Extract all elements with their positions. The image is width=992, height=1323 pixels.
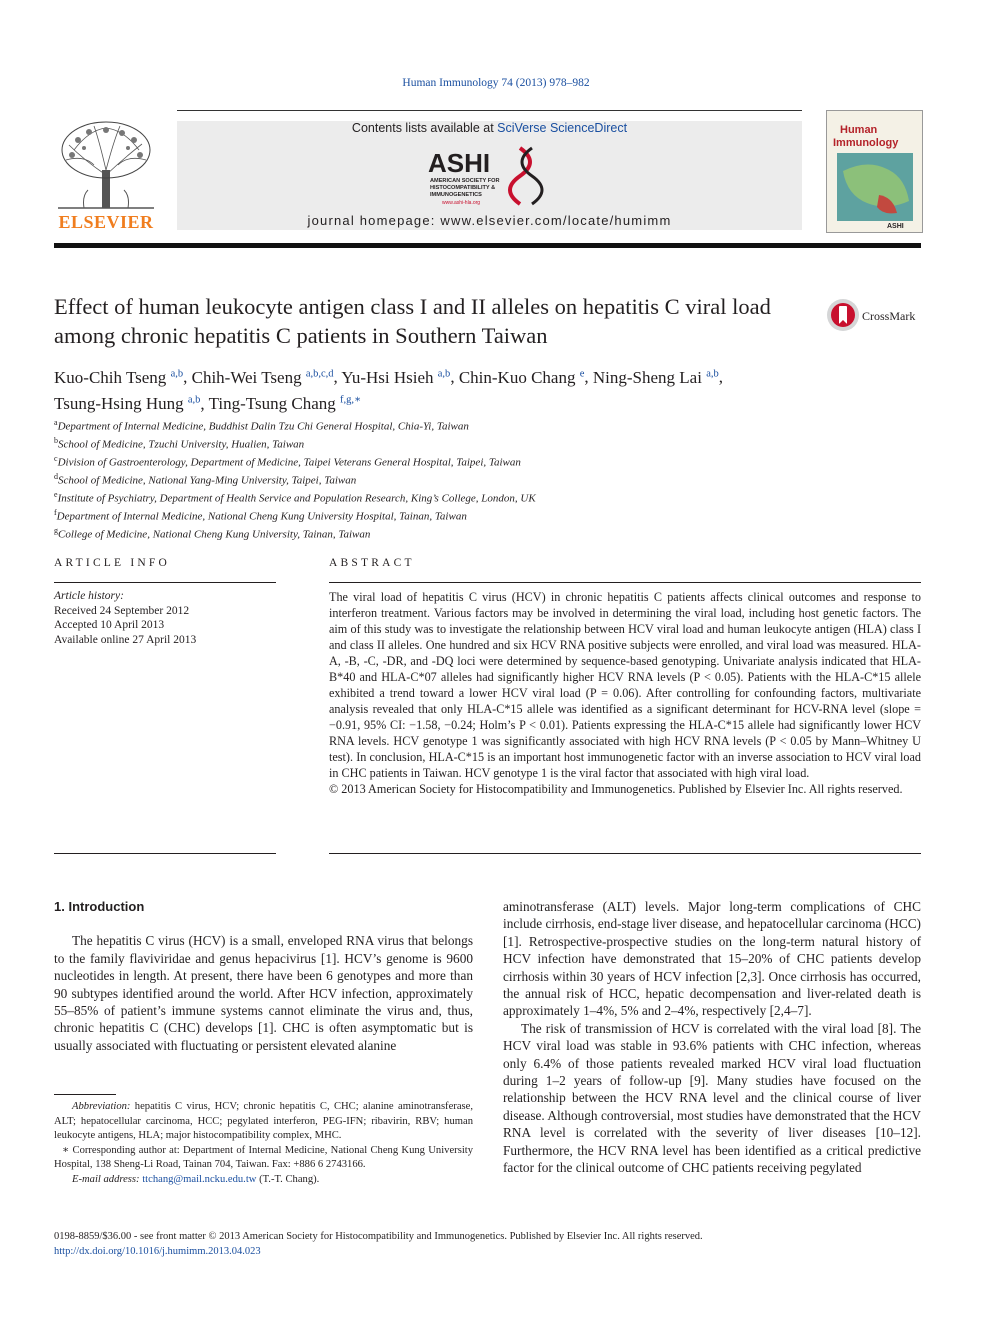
affiliation: $^b$School of Medicine, Tzuchi University, Hualien, Taiwan [54,436,305,451]
footnote-rule [54,1094,116,1095]
contents-prefix: Contents lists available at [351,121,498,135]
article-info-heading: ARTICLE INFO [54,557,170,569]
affiliations [54,416,921,542]
article-info-bottom-rule [54,853,276,854]
ashi-logo [420,142,560,210]
footnotes [54,1100,473,1187]
affiliation: $^f$Department of Internal Medicine, National Cheng Kung University Hospital, Tainan, Taiwan [54,508,467,523]
author[interactable]: Tsung-Hsing Hung $^{a,b}$ [54,394,201,414]
header-top-rule [177,110,802,111]
abstract-copyright: © 2013 American Society for Histocompatibility and Immunogenetics. Published by Elsevier Inc. All rights reserved. [329,782,903,796]
ashi-wordmark: ASHI [428,148,491,178]
article-history [54,589,276,647]
abbreviations-footnote: Abbreviation: hepatitis C virus, HCV; chronic hepatitis C, CHC; alanine aminotransferase, ALT; hepatocellular carcinoma, HCC; pegylated interferon, PEG-IFN; ribavirin, RBV; human leukocyte antigens, HLA; major histocompatibility complex, MHC. [54,1101,473,1141]
abstract-text: The viral load of hepatitis C virus (HCV) in chronic hepatitis C patients affects clinical outcomes and response to interferon treatment. Various factors may be involved in determining the viral load, including host genetic factors. The aim of this study was to investigate the relationship between HCV viral load and human leukocyte antigen (HLA) class I and class II alleles. One hundred and six HCV RNA positive subjects were enrolled, and viral load was measured. HLA-A, -B, -C, -DR, and -DQ loci were determined by sequence-based genotyping. Univariate analysis indicated that HLA-B*40 and HLA-C*07 alleles had significantly higher HCV RNA levels (P < 0.05). Patients with the HLA-C*15 allele exhibited a trend toward a lower HCV viral load (P = 0.06). After controlling for confounding factors, multivariate analysis revealed that only HLA-C*15 allele was identified as a significant determinant for HCV-RNA level (slope = −0.91, 95% CI: −1.58, −0.24; Holm’s P < 0.01). Patients expressing the HLA-C*15 allele had significantly lower HCV RNA levels. HCV genotype 1 was significantly associated with high HCV RNA levels (P < 0.05 by Mann–Whitney U test). In conclusion, HLA-C*15 is an important host immunogenetic factor with an inverse association to HCV viral load in CHC patients in Taiwan. HCV genotype 1 is the viral factor that associated with high viral load. [329,590,921,780]
cover-title-line-1: Human [840,124,878,136]
article-info-rule [54,582,276,583]
crossmark-badge[interactable] [826,297,922,335]
online-date: Available online 27 April 2013 [54,633,197,646]
author[interactable]: Kuo-Chih Tseng $^{a,b}$ [54,367,184,387]
cover-title-line-2: Immunology [833,137,899,149]
body-left-column [54,898,473,1054]
journal-cover-thumbnail[interactable] [826,110,923,233]
email-footnote: E-mail address: ttchang@mail.ncku.edu.tw (T.-T. Chang). [72,1173,320,1185]
article-title: Effect of human leukocyte antigen class I and II alleles on hepatitis C viral load among chronic hepatitis C patients in Southern Taiwan [54,294,771,348]
ashi-url: www.ashi-hla.org [442,200,481,206]
page-footer [54,1230,921,1259]
author[interactable]: Ting-Tsung Chang $^{f,g,∗}$ [208,394,362,414]
journal-citation[interactable]: Human Immunology 74 (2013) 978–982 [402,77,590,89]
author[interactable]: Yu-Hsi Hsieh $^{a,b}$ [341,367,451,387]
author[interactable]: Chih-Wei Tseng $^{a,b,c,d}$ [191,367,334,387]
section-heading-introduction: 1. Introduction [54,899,145,914]
elsevier-wordmark: ELSEVIER [58,212,154,232]
affiliation: $^g$College of Medicine, National Cheng Kung University, Tainan, Taiwan [54,526,371,542]
intro-paragraph-1-continued: aminotransferase (ALT) levels. Major long-term complications of CHC include cirrhosis, end-stage liver disease, and hepatocellular carcinoma (HCC) [1]. Retrospective-prospective studies on the long-term natural history of HCV infection have demonstrated that 15–20% of CHC patients develop cirrhosis within 30 years of HCV infection [2,3]. Once cirrhosis has occurred, the annual risk of HCC, hepatic decompensation and liver-related death is approximately 1–4%, 5% and 2–4%, respectively [2,4–7]. [503,899,921,1019]
affiliation: $^a$Department of Internal Medicine, Buddhist Dalin Tzu Chi General Hospital, Chia-Yi, Taiwan [54,418,469,433]
doi-link[interactable]: http://dx.doi.org/10.1016/j.humimm.2013.04.023 [54,1245,261,1257]
abstract-rule [329,582,921,583]
author[interactable]: Chin-Kuo Chang $^e$ [458,367,585,387]
sciencedirect-link[interactable]: SciVerse ScienceDirect [497,121,628,135]
header-bottom-rule [54,243,921,248]
ashi-name-line-3: IMMUNOGENETICS [430,192,482,198]
crossmark-label: CrossMark [862,309,916,323]
affiliation: $^d$School of Medicine, National Yang-Ming University, Taipei, Taiwan [54,472,357,487]
body-right-column [503,898,921,1177]
issn-copyright-line: 0198-8859/$36.00 - see front matter © 2013 American Society for Histocompatibility and Immunogenetics. Published by Elsevier Inc. All rights reserved. [54,1231,703,1242]
contents-line [177,121,802,135]
received-date: Received 24 September 2012 [54,604,190,617]
intro-paragraph-2: The risk of transmission of HCV is correlated with the viral load [8]. The HCV viral load was stable in 93.6% patients with CHC infection, whereas only 6.4% of those patients revealed marked HCV viral load fluctuation during 1–2 years of follow-up [9]. Many studies have focused on the relationship between the HCV RNA level and the clinical course of liver disease. Although controversial, most studies have demonstrated that the HCV RNA level is correlated with the severity of liver diseases [10–12]. Furthermore, the HCV RNA level has been identified as a critical predictive factor for the clinical outcome of CHC patients receiving pegylated [503,1020,921,1176]
corresponding-author-footnote: ∗ Corresponding author at: Department of Internal Medicine, National Cheng Kung University Hospital, 138 Sheng-Li Road, Tainan 704, Taiwan. Fax: +886 6 2743166. [54,1144,473,1170]
cover-ashi-logo: ASHI [887,223,904,230]
journal-homepage[interactable]: journal homepage: www.elsevier.com/locate/humimm [307,213,672,228]
accepted-date: Accepted 10 April 2013 [54,619,165,632]
intro-paragraph-1: The hepatitis C virus (HCV) is a small, enveloped RNA virus that belongs to the family flaviviridae and genus hepacivirus [1]. HCV’s genome is 9600 nucleotides in length. At present, there have been 6 genotypes and more than 90 subtypes identified around the world. After HCV infection, approximately 55–85% of patient’s immune systems cannot eliminate the virus and, thus, chronic hepatitis C (CHC) develops [1]. CHC is often asymptomatic but is usually associated with fluctuating or persistent elevated alanine [54,933,473,1053]
affiliation: $^c$Division of Gastroenterology, Department of Medicine, Taipei Veterans General Hospital, Taipei, Taiwan [54,454,521,469]
email-link[interactable]: ttchang@mail.ncku.edu.tw [142,1173,257,1185]
abstract-bottom-rule [329,853,921,854]
ashi-name-line-2: HISTOCOMPATIBILITY & [430,185,496,191]
author[interactable]: Ning-Sheng Lai $^{a,b}$ [592,367,719,387]
ashi-name-line-1: AMERICAN SOCIETY FOR [430,178,500,184]
author-list: Kuo-Chih Tseng $^{a,b}$, Chih-Wei Tseng $^{a,b,c,d}$, Yu-Hsi Hsieh $^{a,b}$, Chin-Kuo Chang $^e$, Ning-Sheng Lai $^{a,b}$, Tsung-Hsing Hung $^{a,b}$, Ting-Tsung Chang $^{f,g,∗}$ [54,367,723,414]
affiliation: $^e$Institute of Psychiatry, Department of Health Service and Population Research, King’s College, London, UK [54,490,536,505]
abstract-heading: ABSTRACT [329,557,415,569]
abstract-body [329,589,921,797]
history-label: Article history: [54,590,124,602]
